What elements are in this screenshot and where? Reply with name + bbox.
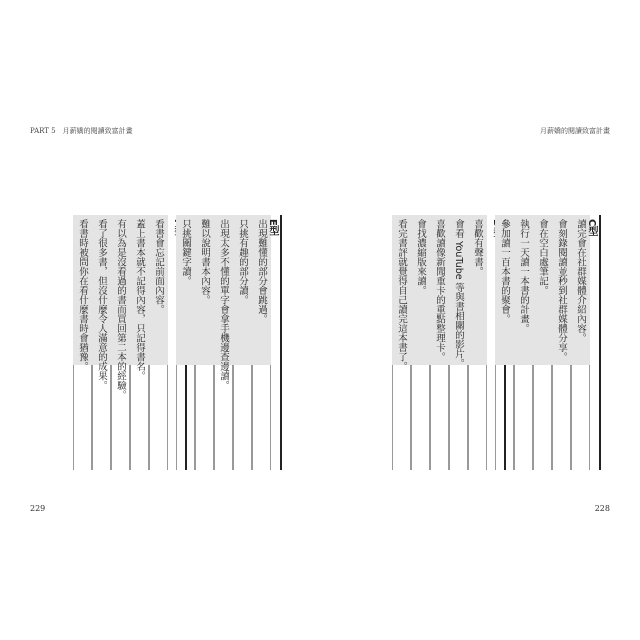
left-running-header: PART 5 月薪嬌的閱讀致富計畫 <box>30 127 133 135</box>
right-checklist-grid <box>392 215 602 470</box>
checklist-item: 只挑有趣的部分讀。 <box>233 215 252 470</box>
checklist-item: 難以說明書本內容。 <box>195 215 214 470</box>
checklist-item: 出現難懂的部分會跳過。 <box>252 215 271 470</box>
group-title-e: E型 <box>263 215 282 470</box>
checklist-item: 會刻錄閱讀並秒到社群媒體分享。 <box>552 215 571 470</box>
checklist-item: 喜歡讀像新聞重卡的重點整理卡。 <box>430 215 449 470</box>
checklist-item: 參加讀一百本書的聚會。 <box>495 215 514 470</box>
checklist-item: 出現太多不懂的單字會拿手機邊查邊讀。 <box>214 215 233 470</box>
checklist-item: 有以為是沒看過的書而買回第二本的經驗。 <box>111 215 130 470</box>
right-running-header: 月薪嬌的閱讀致富計畫 <box>540 127 610 135</box>
checklist-item: 會找濃縮版來讀。 <box>411 215 430 470</box>
checklist-item: 看書會忘記前面內容。 <box>149 215 168 470</box>
checklist-item: 會看 YouTube 等與書相關的影片。 <box>449 215 468 470</box>
checklist-item: 只挑關鍵字讀。 <box>176 215 195 470</box>
checklist-item: 會在空白處筆記。 <box>533 215 552 470</box>
checklist-item: 看了很多書，但沒什麼令人滿意的成果。 <box>92 215 111 470</box>
left-checklist-grid <box>73 215 283 470</box>
right-page-number: 228 <box>594 504 610 513</box>
checklist-item: 蓋上書本就不記得內容，只記得書名。 <box>130 215 149 470</box>
checklist-item: 看書時被問你在看什麼書時會猶豫。 <box>73 215 92 470</box>
left-page-number: 229 <box>30 504 46 513</box>
checklist-item: 讀完會在社群媒體介紹內容。 <box>571 215 590 470</box>
checklist-item: 喜歡有聲書。 <box>468 215 487 470</box>
group-title-c: C型 <box>582 215 601 470</box>
checklist-item: 看完書評就覺得自己讀完這本書了。 <box>392 215 411 470</box>
checklist-item: 執行一天讀一本書的計畫。 <box>514 215 533 470</box>
